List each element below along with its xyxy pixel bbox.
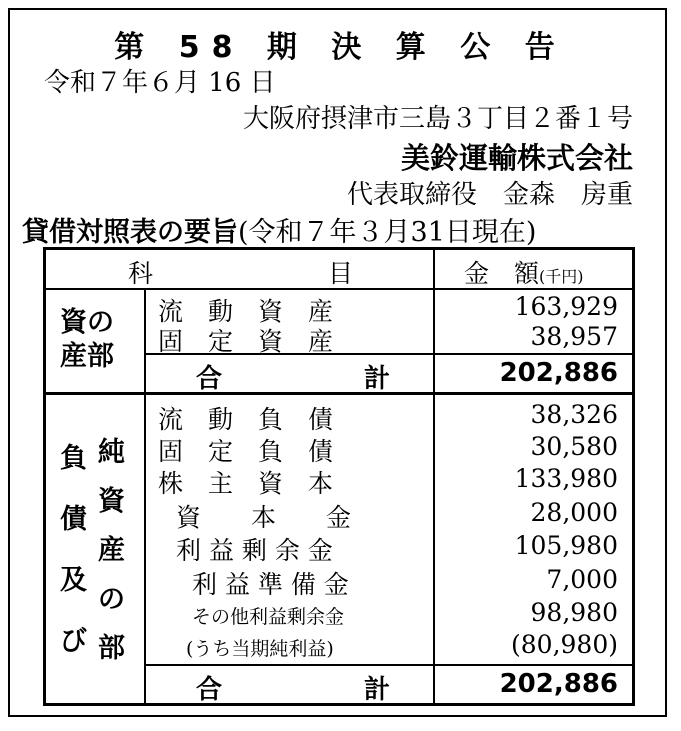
liabilities-row-label: その他利益剰余金: [192, 606, 345, 628]
liabilities-section-char: 部: [98, 633, 125, 664]
balance-sheet-table: [43, 247, 635, 706]
liabilities-row-label: 資 本 金: [176, 503, 352, 532]
notice-title: 第 58 期 決 算 公 告: [114, 30, 567, 65]
liabilities-section-char: 資: [98, 486, 125, 517]
balance-sheet-heading: [22, 210, 536, 249]
liabilities-row-label: (うち当期純利益): [186, 638, 334, 660]
liabilities-row-label: 利 益 剰 余 金: [176, 536, 333, 565]
balance-sheet-heading-main: 貸借対照表の要旨: [22, 217, 238, 248]
liabilities-section-col2: [98, 428, 125, 673]
liabilities-section-char: 及: [60, 565, 87, 596]
liabilities-row-label: 固 定 負 債: [158, 437, 334, 466]
header-item-right: 目: [328, 259, 354, 288]
liabilities-row-label: 流 動 負 債: [158, 405, 334, 434]
liabilities-section-char: 債: [60, 504, 87, 535]
liabilities-row-value: 28,000: [530, 498, 618, 527]
header-unit: (千円): [539, 267, 584, 286]
liabilities-total-value: 202,886: [499, 669, 618, 699]
assets-section-line2: 産部: [60, 341, 114, 372]
liabilities-section-col1: [60, 428, 87, 672]
liabilities-row-value: 38,326: [530, 400, 618, 429]
header-amount: [464, 254, 584, 290]
assets-total-right: 計: [364, 364, 391, 394]
liabilities-section-char: び: [60, 626, 87, 657]
liabilities-section-char: 純: [98, 437, 125, 468]
notice-date: 令和７年６月 16 日: [44, 68, 276, 98]
liabilities-section-char: の: [98, 584, 125, 615]
company-address: 大阪府摂津市三島３丁目２番１号: [242, 104, 633, 134]
liabilities-total-right: 計: [364, 675, 391, 705]
liabilities-row-value: 30,580: [530, 432, 618, 461]
assets-total-value: 202,886: [499, 358, 618, 388]
assets-total-left: 合: [196, 364, 223, 394]
liabilities-row-value: (80,980): [511, 630, 618, 659]
header-amount-label: 金 額: [464, 259, 540, 288]
liabilities-row-label: 利 益 準 備 金: [192, 570, 349, 599]
balance-sheet-heading-period: (令和７年３月31日現在): [238, 217, 537, 248]
assets-row-value: 38,957: [530, 322, 618, 351]
liabilities-section-char: 産: [98, 535, 125, 566]
liabilities-row-label: 株 主 資 本: [158, 469, 334, 498]
liabilities-row-value: 105,980: [514, 531, 618, 560]
assets-row-label: 固 定 資 産: [158, 327, 334, 356]
liabilities-section-char: 負: [60, 443, 87, 474]
assets-section-line1: 資の: [60, 307, 114, 338]
representative: 代表取締役 金森 房重: [346, 180, 633, 210]
liabilities-row-value: 7,000: [546, 565, 618, 594]
header-item-left: 科: [128, 259, 154, 288]
liabilities-row-value: 133,980: [514, 464, 618, 493]
liabilities-total-left: 合: [196, 675, 223, 705]
liabilities-row-value: 98,980: [530, 598, 618, 627]
assets-row-value: 163,929: [514, 292, 618, 321]
company-name: 美鈴運輸株式会社: [400, 141, 633, 175]
assets-section-label: [60, 306, 114, 374]
assets-row-label: 流 動 資 産: [158, 297, 334, 326]
